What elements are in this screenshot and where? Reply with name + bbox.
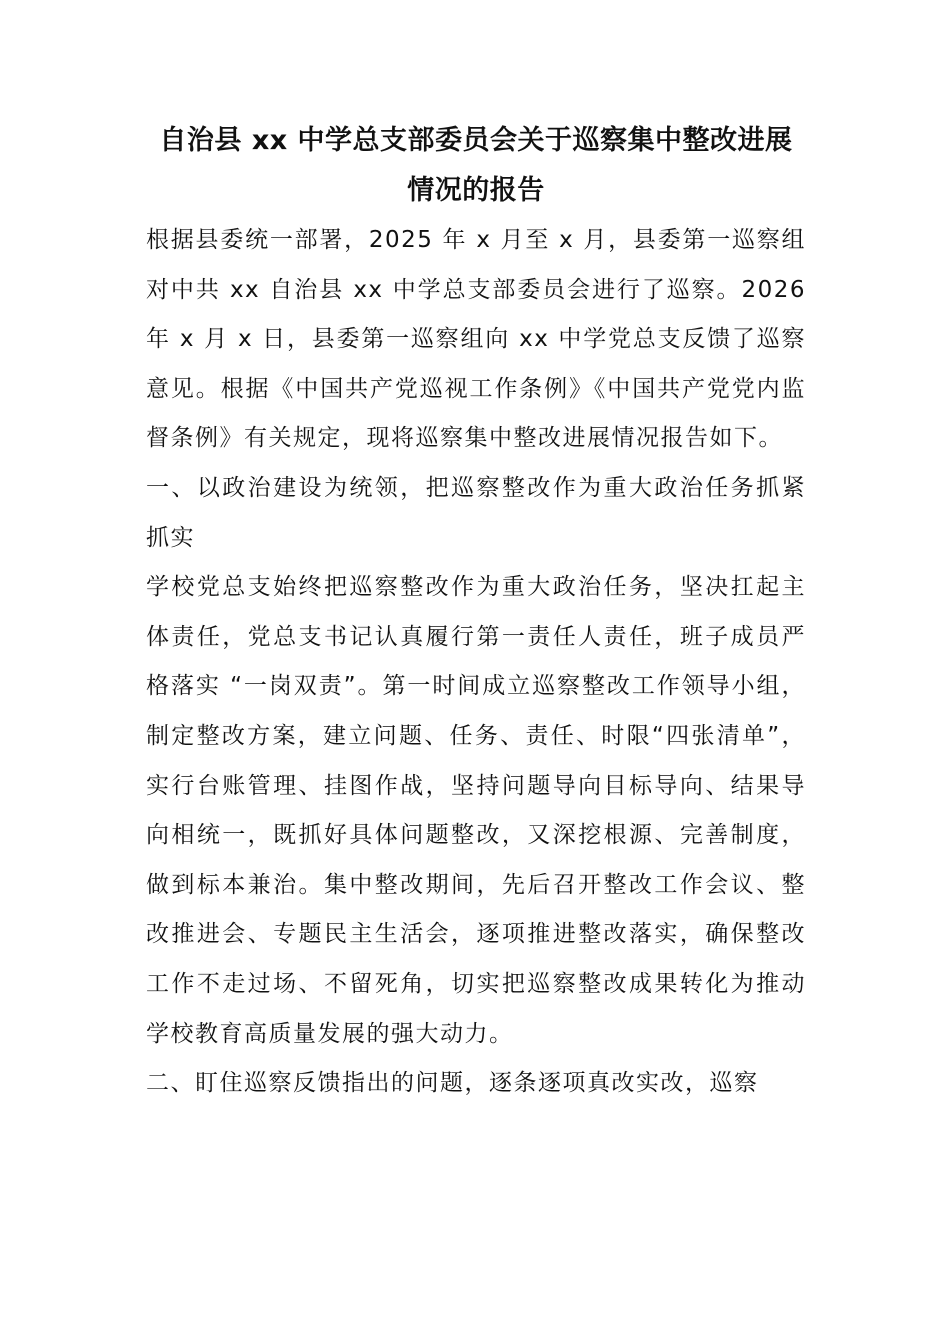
section-heading-2: 二、盯住巡察反馈指出的问题，逐条逐项真改实改，巡察 bbox=[146, 1070, 759, 1097]
document-title: 自治县 xx 中学总支部委员会关于巡察集中整改进展情况的报告 bbox=[159, 125, 793, 206]
section-body-1: 学校党总支始终把巡察整改作为重大政治任务，坚决扛起主体责任，党总支书记认真履行第一责任人责任，班子成员严格落实 “一岗双责”。第一时间成立巡察整改工作领导小组，制定整改方案，建立问题、任务、责任、时限“四张清单”，实行台账管理、挂图作战，坚持问题导向目标导向、结果导向相统一，既抓好具体问题整改，又深挖根源、完善制度，做到标本兼治。集中整改期间，先后召开整改工作会议、整改推进会、专题民主生活会，逐项推进整改落实，确保整改工作不走过场、不留死角，切实把巡察整改成果转化为推动学校教育高质量发展的强大动力。 bbox=[146, 574, 806, 1047]
intro-paragraph: 根据县委统一部署，2025 年 x 月至 x 月，县委第一巡察组对中共 xx 自治县 xx 中学总支部委员会进行了巡察。2026 年 x 月 x 日，县委第一巡察组向 xx 中学党总支反馈了巡察意见。根据《中国共产党巡视工作条例》《中国共产党党内监督条例》有关规定，现将巡察集中整改进展情况报告如下。 bbox=[146, 227, 806, 452]
section-heading-1: 一、以政治建设为统领，把巡察整改作为重大政治任务抓紧抓实 bbox=[146, 474, 806, 551]
document-page bbox=[146, 116, 806, 1109]
